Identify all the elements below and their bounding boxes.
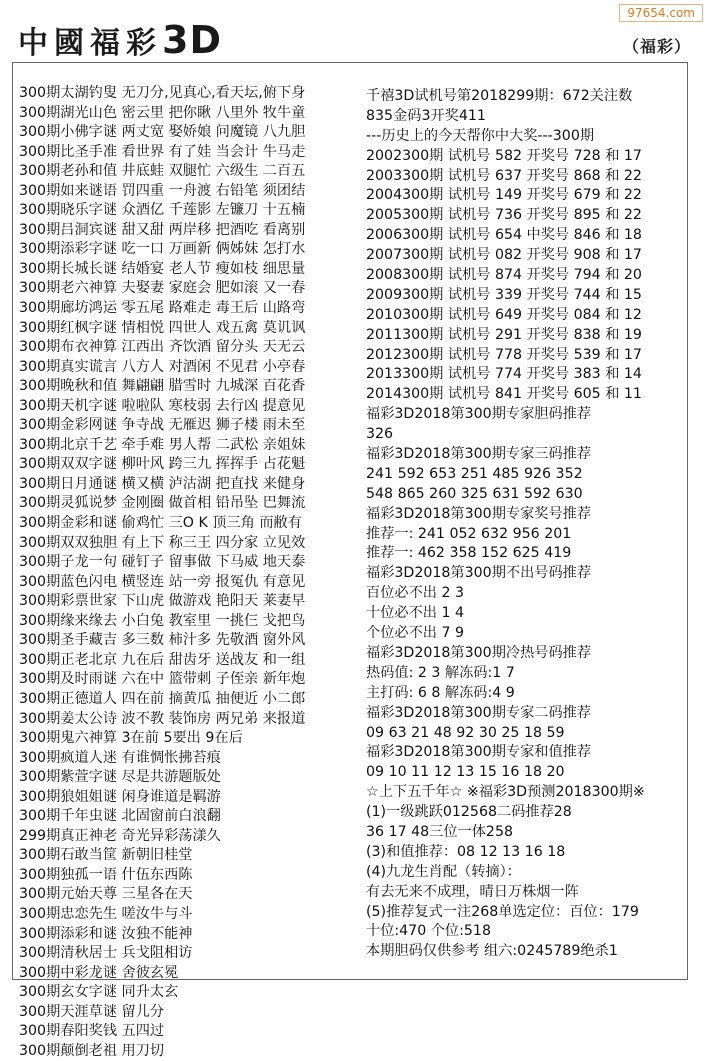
riddle-line: 300期小佛字谜 两丈宽 娶娇娘 问魔镜 八九胆 bbox=[19, 124, 306, 141]
riddle-line: 300期蓝色闪电 横竖连 站一旁 报冤仇 有意见 bbox=[19, 573, 306, 590]
prediction-line: 福彩3D2018第300期专家二码推荐 bbox=[366, 704, 592, 721]
prediction-line: 千禧3D试机号第2018299期：672关注数 bbox=[366, 88, 633, 104]
riddle-line: 300期春阳奖钱 五四过 bbox=[19, 1023, 165, 1040]
prediction-line: (3)和值推荐：08 12 13 16 18 bbox=[366, 843, 566, 860]
prediction-line: 主打码: 6 8 解冻码:4 9 bbox=[366, 684, 515, 701]
riddle-line: 300期缘来缘去 小白兔 教室里 一挑仨 戈把鸟 bbox=[19, 612, 306, 629]
prediction-line: 十位必不出 1 4 bbox=[366, 605, 465, 622]
riddle-line: 300期狼姐姐谜 闲身谁道是羁游 bbox=[19, 788, 221, 805]
prediction-line: 2002300期 试机号 582 开奖号 728 和 17 bbox=[366, 147, 642, 164]
riddle-line: 300期颠倒老祖 用刀切 bbox=[19, 1042, 165, 1059]
riddle-line: 300期北京千艺 牵手难 男人帮 二武松 亲姐妹 bbox=[19, 436, 306, 453]
riddle-line: 300期布衣神算 江西出 齐饮酒 留分头 天无云 bbox=[19, 339, 306, 356]
riddle-line: 300期子龙一句 碰钉子 留事做 下马威 地天泰 bbox=[19, 554, 306, 571]
prediction-line: 有去无来不成理，晴日万株烟一阵 bbox=[366, 883, 579, 900]
riddle-list bbox=[19, 84, 359, 1061]
riddle-line: 300期晚秋和值 舞翩翩 腊雪时 九城深 百花香 bbox=[19, 378, 306, 395]
riddle-line: 300期灵狐说梦 金刚圈 做首相 铅吊坠 巴舞流 bbox=[19, 495, 306, 512]
prediction-line: 2003300期 试机号 637 开奖号 868 和 22 bbox=[366, 167, 642, 184]
riddle-line: 300期金彩和谜 偷鸡忙 三O K 顶三角 而敝有 bbox=[19, 515, 302, 532]
riddle-line: 300期日月通谜 横又横 泸沽湖 把直找 来健身 bbox=[19, 475, 306, 492]
prediction-line: (1)一级跳跃012568二码推荐28 bbox=[366, 804, 572, 821]
prediction-line: 2014300期 试机号 841 开奖号 605 和 11 bbox=[366, 386, 642, 403]
prediction-line: 2008300期 试机号 874 开奖号 794 和 20 bbox=[366, 267, 642, 284]
logo-text: 中國福彩 bbox=[18, 26, 162, 61]
prediction-line: 2007300期 试机号 082 开奖号 908 和 17 bbox=[366, 247, 642, 264]
riddle-line: 300期石敢当筐 新朝旧桂堂 bbox=[19, 847, 193, 864]
prediction-line: 福彩3D2018第300期专家奖号推荐 bbox=[366, 505, 592, 522]
page-header bbox=[0, 0, 709, 62]
riddle-line: 300期千年虫谜 北固窗前白浪翻 bbox=[19, 808, 221, 825]
riddle-line: 300期双双独胆 有上下 称三王 四分家 立见效 bbox=[19, 534, 306, 551]
riddle-line: 300期鬼六神算 3在前 5要出 9在后 bbox=[19, 730, 243, 747]
prediction-line: 百位必不出 2 3 bbox=[366, 585, 465, 602]
riddle-line: 300期疯道人迷 有谁惆怅拂苔痕 bbox=[19, 749, 221, 766]
prediction-line: 2011300期 试机号 291 开奖号 838 和 19 bbox=[366, 326, 642, 343]
prediction-line: 十位:470 个位:518 bbox=[366, 923, 491, 940]
riddle-line: 300期如来谜语 罚四重 一舟渡 右铅笔 须团结 bbox=[19, 182, 306, 199]
prediction-line: 福彩3D2018第300期专家胆码推荐 bbox=[366, 406, 592, 423]
prediction-line: 推荐一: 241 052 632 956 201 bbox=[366, 525, 572, 542]
riddle-line: 300期清秋居士 兵戈阻相访 bbox=[19, 945, 193, 962]
prediction-line: ---历史上的今天帮你中大奖---300期 bbox=[366, 127, 595, 144]
riddle-line: 299期真正神老 奇光异彩荡漾久 bbox=[19, 827, 221, 844]
prediction-line: 热码值: 2 3 解冻码:1 7 bbox=[366, 664, 515, 681]
prediction-line: 548 865 260 325 631 592 630 bbox=[366, 485, 583, 502]
prediction-line: 推荐一: 462 358 152 625 419 bbox=[366, 545, 572, 562]
riddle-line: 300期比圣手准 看世界 有了娃 当会计 牛马走 bbox=[19, 143, 306, 160]
prediction-line: 835金码3开奖411 bbox=[366, 107, 486, 124]
riddle-line: 300期湖光山色 密云里 把你瞅 八里外 牧牛童 bbox=[19, 104, 306, 121]
riddle-line: 300期忠恋先生 嗟汝牛与斗 bbox=[19, 905, 193, 922]
riddle-line: 300期天机字谜 啦啦队 寒枝弱 去行凶 提意见 bbox=[19, 397, 306, 414]
riddle-line: 300期太湖钓叟 无刀分,见真心,看天坛,俯下身 bbox=[19, 85, 306, 101]
prediction-line: 09 10 11 12 13 15 16 18 20 bbox=[366, 764, 565, 781]
prediction-line: (5)推荐复式一注268单选定位：百位：179 bbox=[366, 903, 639, 920]
riddle-line: 300期正老北京 九在后 甜齿牙 送战友 和一组 bbox=[19, 651, 306, 668]
prediction-line: 2010300期 试机号 649 开奖号 084 和 12 bbox=[366, 306, 642, 323]
prediction-line: 福彩3D2018第300期冷热号码推荐 bbox=[366, 644, 592, 661]
logo-3d: 3D bbox=[162, 18, 222, 62]
prediction-line: 09 63 21 48 92 30 25 18 59 bbox=[366, 724, 565, 741]
riddle-line: 300期双双字谜 柳叶风 跨三九 挥挥手 占花魁 bbox=[19, 456, 306, 473]
prediction-line: 2004300期 试机号 149 开奖号 679 和 22 bbox=[366, 187, 642, 204]
riddle-line: 300期红枫字谜 情相悦 四世人 戏五禽 莫讥讽 bbox=[19, 319, 306, 336]
fucai-3d-logo bbox=[18, 18, 222, 62]
prediction-line: 241 592 653 251 485 926 352 bbox=[366, 465, 583, 482]
riddle-line: 300期吕洞宾谜 甜又甜 两岸移 把酒吃 看离别 bbox=[19, 221, 306, 238]
riddle-line: 300期真实谎言 八方人 对酒闲 不见君 小亭春 bbox=[19, 358, 306, 375]
riddle-line: 300期紫萱字谜 尽是共游题版处 bbox=[19, 769, 221, 786]
prediction-line: 本期胆码仅供参考 组六:0245789绝杀1 bbox=[366, 943, 618, 960]
prediction-line: 福彩3D2018第300期专家和值推荐 bbox=[366, 744, 592, 761]
riddle-line: 300期长城长谜 结婚宴 老人节 瘦如枝 细思量 bbox=[19, 260, 306, 277]
riddle-line: 300期圣手藏吉 多三数 柿汁多 先敬酒 窗外风 bbox=[19, 632, 306, 649]
riddle-line: 300期正德道人 四在前 摘黄瓜 抽便近 小二郎 bbox=[19, 690, 306, 707]
prediction-line: 2006300期 试机号 654 中奖号 846 和 18 bbox=[366, 227, 642, 244]
riddle-line: 300期独孤一语 什伍东西陈 bbox=[19, 866, 193, 883]
riddle-line: 300期金彩网谜 争寺战 无雁迟 狮子楼 雨未至 bbox=[19, 417, 306, 434]
riddle-line: 300期老孙和值 井底蛙 双腿忙 六级生 二百五 bbox=[19, 163, 306, 180]
prediction-line: 个位必不出 7 9 bbox=[366, 625, 465, 642]
riddle-line: 300期中彩龙谜 舍彼玄冕 bbox=[19, 964, 179, 981]
riddle-line: 300期天涯草谜 留儿分 bbox=[19, 1003, 165, 1020]
prediction-line: 326 bbox=[366, 426, 394, 443]
prediction-line: 福彩3D2018第300期不出号码推荐 bbox=[366, 565, 592, 582]
riddle-line: 300期玄女字谜 同升太玄 bbox=[19, 984, 179, 1001]
prediction-line: 2013300期 试机号 774 开奖号 383 和 14 bbox=[366, 366, 642, 383]
prediction-line: 36 17 48三位一体258 bbox=[366, 823, 514, 840]
riddle-line: 300期姜太公诗 波不教 装饰房 两兄弟 来报道 bbox=[19, 710, 306, 727]
header-right-text: （福彩） bbox=[622, 37, 691, 56]
riddle-line: 300期添彩和谜 汝独不能神 bbox=[19, 925, 193, 942]
riddle-line: 300期元始天尊 三星各在天 bbox=[19, 886, 193, 903]
prediction-line: 2012300期 试机号 778 开奖号 539 和 17 bbox=[366, 346, 642, 363]
riddle-line: 300期及时雨谜 六在中 篮带刺 子侄亲 新年炮 bbox=[19, 671, 306, 688]
prediction-line: (4)九龙生肖配（转摘）： bbox=[366, 863, 521, 880]
riddle-line: 300期添彩字谜 吃一口 万画新 俩姊妹 怎打水 bbox=[19, 241, 306, 258]
riddle-line: 300期老六神算 夫娶妻 家庭会 肥如滚 又一春 bbox=[19, 280, 306, 297]
prediction-line: 2005300期 试机号 736 开奖号 895 和 22 bbox=[366, 207, 642, 224]
prediction-line: ☆上下五千年☆ ※福彩3D预测2018300期※ bbox=[366, 784, 645, 801]
prediction-column bbox=[366, 87, 686, 962]
riddle-line: 300期晓乐字谜 众酒亿 千莲影 左镰刀 十五楠 bbox=[19, 202, 306, 219]
riddle-line: 300期廊坊鸿运 零五尾 路难走 毒王后 山路弯 bbox=[19, 300, 306, 317]
site-watermark: 97654.com bbox=[619, 4, 703, 22]
prediction-line: 福彩3D2018第300期专家三码推荐 bbox=[366, 446, 592, 463]
prediction-line: 2009300期 试机号 339 开奖号 744 和 15 bbox=[366, 286, 642, 303]
riddle-line: 300期彩票世家 下山虎 做游戏 艳阳天 莱妻早 bbox=[19, 593, 306, 610]
